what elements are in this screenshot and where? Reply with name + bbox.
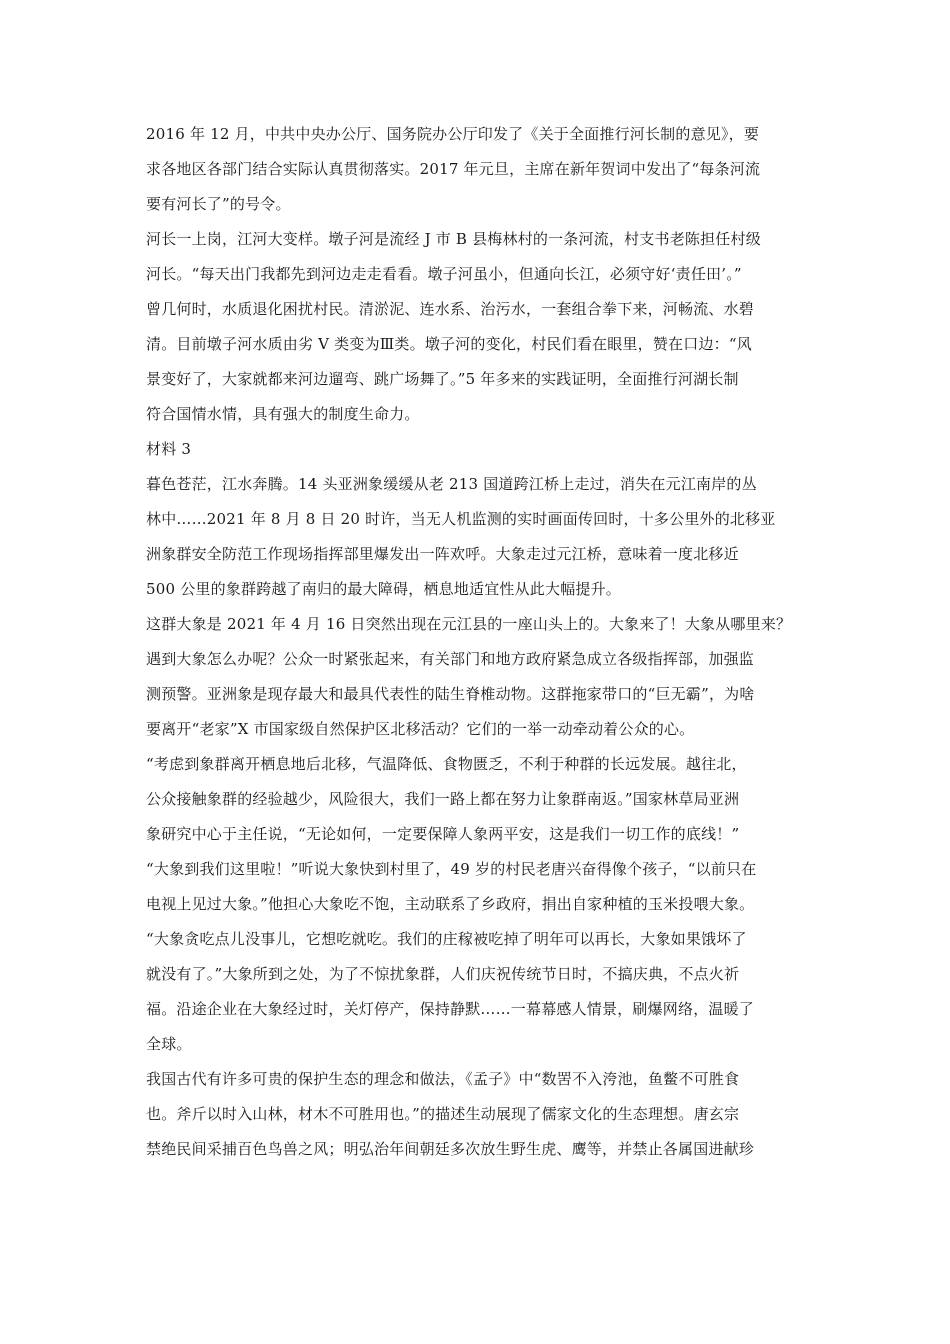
text-line: 这群大象是 2021 年 4 月 16 日突然出现在元江县的一座山头上的。大象来了！大象从哪里来？ <box>146 615 792 633</box>
text-line: 全球。 <box>146 1035 192 1053</box>
text-line: 测预警。亚洲象是现存最大和最具代表性的陆生脊椎动物。这群拖家带口的“巨无霸”，为啥 <box>146 685 755 703</box>
text-line: 也。斧斤以时入山林，材木不可胜用也。”的描述生动展现了儒家文化的生态理想。唐玄宗 <box>146 1105 740 1123</box>
text-line: 我国古代有许多可贵的保护生态的理念和做法，《孟子》中“数罟不入洿池，鱼鳖不可胜食 <box>146 1070 740 1088</box>
text-line: 500 公里的象群跨越了南归的最大障碍，栖息地适宜性从此大幅提升。 <box>146 580 622 598</box>
text-line: 河长。“每天出门我都先到河边走走看看。墩子河虽小，但通向长江，必须守好‘责任田’。” <box>146 265 742 283</box>
text-line: “大象到我们这里啦！”听说大象快到村里了，49 岁的村民老唐兴奋得像个孩子，“以前只在 <box>146 860 757 878</box>
text-line: 河长一上岗，江河大变样。墩子河是流经 J 市 B 县梅林村的一条河流，村支书老陈担任村级 <box>146 230 761 248</box>
text-line: 景变好了，大家就都来河边遛弯、跳广场舞了。”5 年多来的实践证明，全面推行河湖长制 <box>146 370 739 388</box>
text-line: 符合国情水情，具有强大的制度生命力。 <box>146 405 420 423</box>
text-line: 遇到大象怎么办呢？公众一时紧张起来，有关部门和地方政府紧急成立各级指挥部，加强监 <box>146 650 755 668</box>
section-heading: 材料 3 <box>146 440 192 458</box>
text-line: 就没有了。”大象所到之处，为了不惊扰象群，人们庆祝传统节日时，不搞庆典，不点火祈 <box>146 965 740 983</box>
text-line: 曾几何时，水质退化困扰村民。清淤泥、连水系、治污水，一套组合拳下来，河畅流、水碧 <box>146 300 755 318</box>
text-line: 禁绝民间采捕百色鸟兽之风；明弘治年间朝廷多次放生野生虎、鹰等，并禁止各属国进献珍 <box>146 1140 755 1158</box>
text-line: “大象贪吃点儿没事儿，它想吃就吃。我们的庄稼被吃掉了明年可以再长，大象如果饿坏了 <box>146 930 747 948</box>
text-line: 电视上见过大象。”他担心大象吃不饱，主动联系了乡政府，捐出自家种植的玉米投喂大象。 <box>146 895 755 913</box>
text-line: 求各地区各部门结合实际认真贯彻落实。2017 年元旦，主席在新年贺词中发出了“每条河流 <box>146 160 761 178</box>
text-line: 要离开“老家”X 市国家级自然保护区北移活动？它们的一举一动牵动着公众的心。 <box>146 720 695 738</box>
text-line: 公众接触象群的经验越少，风险很大，我们一路上都在努力让象群南返。”国家林草局亚洲 <box>146 790 740 808</box>
text-line: 要有河长了”的号令。 <box>146 195 291 213</box>
text-line: 暮色苍茫，江水奔腾。14 头亚洲象缓缓从老 213 国道跨江桥上走过，消失在元江南岸的丛 <box>146 475 757 493</box>
text-line: 福。沿途企业在大象经过时，关灯停产，保持静默……一幕幕感人情景，刷爆网络，温暖了 <box>146 1000 755 1018</box>
text-line: “考虑到象群离开栖息地后北移，气温降低、食物匮乏，不利于种群的长远发展。越往北， <box>146 755 747 773</box>
text-line: 林中……2021 年 8 月 8 日 20 时许，当无人机监测的实时画面传回时，十多公里外的北移亚 <box>146 510 776 528</box>
text-line: 象研究中心于主任说，“无论如何，一定要保障人象两平安，这是我们一切工作的底线！” <box>146 825 740 843</box>
text-line: 清。目前墩子河水质由劣 V 类变为Ⅲ类。墩子河的变化，村民们看在眼里，赞在口边：“风 <box>146 335 752 353</box>
text-line: 洲象群安全防范工作现场指挥部里爆发出一阵欢呼。大象走过元江桥，意味着一度北移近 <box>146 545 739 563</box>
text-line: 2016 年 12 月，中共中央办公厅、国务院办公厅印发了《关于全面推行河长制的意见》，要 <box>146 125 760 143</box>
